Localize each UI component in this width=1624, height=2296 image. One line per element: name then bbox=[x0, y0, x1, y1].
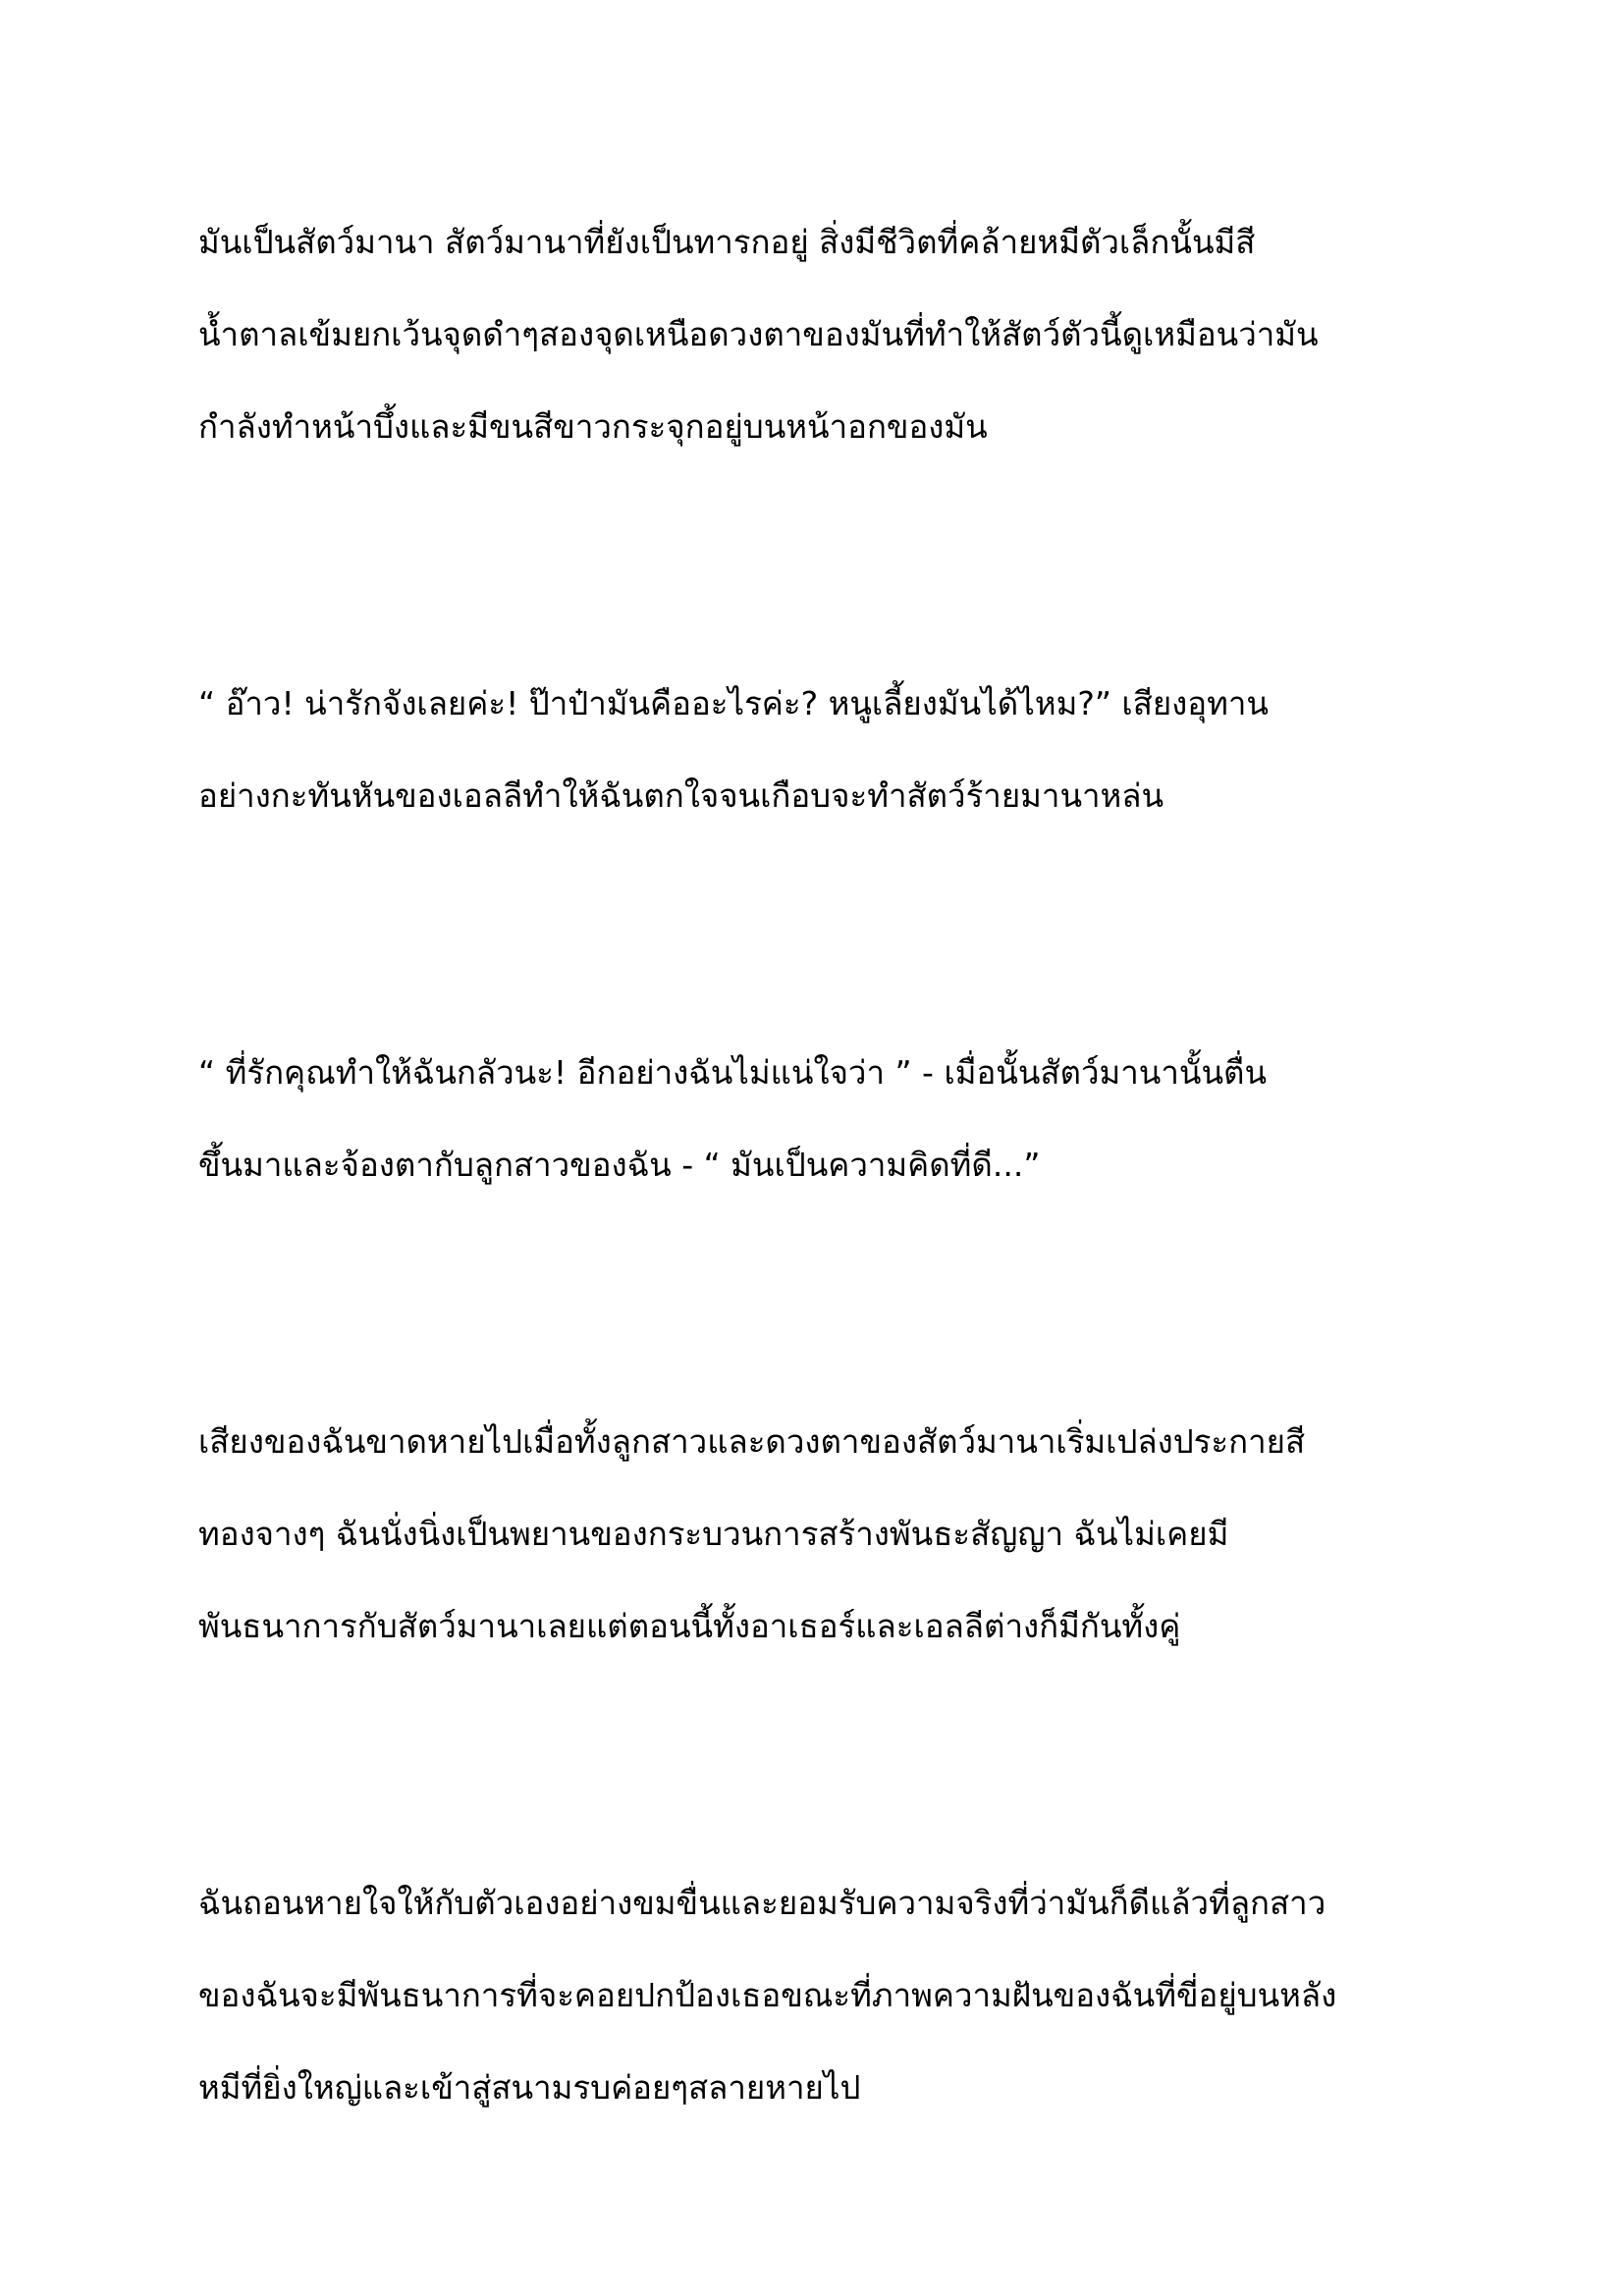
paragraph-3-line-1: “ ที่รักคุณทำให้ฉันกลัวนะ! อีกอย่างฉันไม่แน่ใจว่า ” - เมื่อนั้นสัตว์มานานั้นตื่น bbox=[198, 1053, 1268, 1092]
paragraph-1-line-2: น้ำตาลเข้มยกเว้นจุดดำๆสองจุดเหนือดวงตาของมันที่ทำให้สัตว์ตัวนี้ดูเหมือนว่ามัน bbox=[198, 315, 1319, 353]
paragraph-2-line-1: “ อ๊าว! น่ารักจังเลยค่ะ! ป๊าป๋ามันคืออะไรค่ะ? หนูเลี้ยงมันได้ไหม?” เสียงอุทาน bbox=[198, 684, 1269, 722]
paragraph-4-line-2: ทองจางๆ ฉันนั่งนิ่งเป็นพยานของกระบวนการสร้างพันธะสัญญา ฉันไม่เคยมี bbox=[198, 1515, 1229, 1553]
paragraph-spacer bbox=[198, 473, 1465, 658]
paragraph-spacer bbox=[198, 1673, 1465, 1857]
paragraph-5-line-2: ของฉันจะมีพันธนาการที่จะคอยปกป้องเธอขณะที่ภาพความฝันของฉันที่ขี่อยู่บนหลัง bbox=[198, 1976, 1337, 2014]
paragraph-2 bbox=[198, 658, 1465, 842]
paragraph-5-line-1: ฉันถอนหายใจให้กับตัวเองอย่างขมขื่นและยอมรับความจริงที่ว่ามันก็ดีแล้วที่ลูกสาว bbox=[198, 1884, 1326, 1922]
document-body bbox=[198, 196, 1465, 2134]
paragraph-3-line-2: ขึ้นมาและจ้องตากับลูกสาวของฉัน - “ มันเป็นความคิดที่ดี...” bbox=[198, 1146, 1041, 1184]
paragraph-3 bbox=[198, 1027, 1465, 1211]
paragraph-spacer bbox=[198, 1211, 1465, 1396]
paragraph-1-line-3: กำลังทำหน้าบึ้งและมีขนสีขาวกระจุกอยู่บนหน้าอกของมัน bbox=[198, 407, 988, 446]
paragraph-1-line-1: มันเป็นสัตว์มานา สัตว์มานาที่ยังเป็นทารกอยู่ สิ่งมีชีวิตที่คล้ายหมีตัวเล็กนั้นมีสี bbox=[198, 223, 1256, 261]
paragraph-spacer bbox=[198, 842, 1465, 1027]
paragraph-1 bbox=[198, 196, 1465, 473]
paragraph-4-line-1: เสียงของฉันขาดหายไปเมื่อทั้งลูกสาวและดวงตาของสัตว์มานาเริ่มเปล่งประกายสี bbox=[198, 1422, 1306, 1461]
paragraph-5-line-3: หมีที่ยิ่งใหญ่และเข้าสู่สนามรบค่อยๆสลายหายไป bbox=[198, 2068, 861, 2107]
paragraph-2-line-2: อย่างกะทันหันของเอลลีทำให้ฉันตกใจจนเกือบจะทำสัตว์ร้ายมานาหล่น bbox=[198, 776, 1164, 815]
paragraph-5 bbox=[198, 1857, 1465, 2134]
paragraph-4 bbox=[198, 1396, 1465, 1673]
paragraph-4-line-3: พันธนาการกับสัตว์มานาเลยแต่ตอนนี้ทั้งอาเธอร์และเอลลีต่างก็มีกันทั้งคู่ bbox=[198, 1607, 1181, 1645]
